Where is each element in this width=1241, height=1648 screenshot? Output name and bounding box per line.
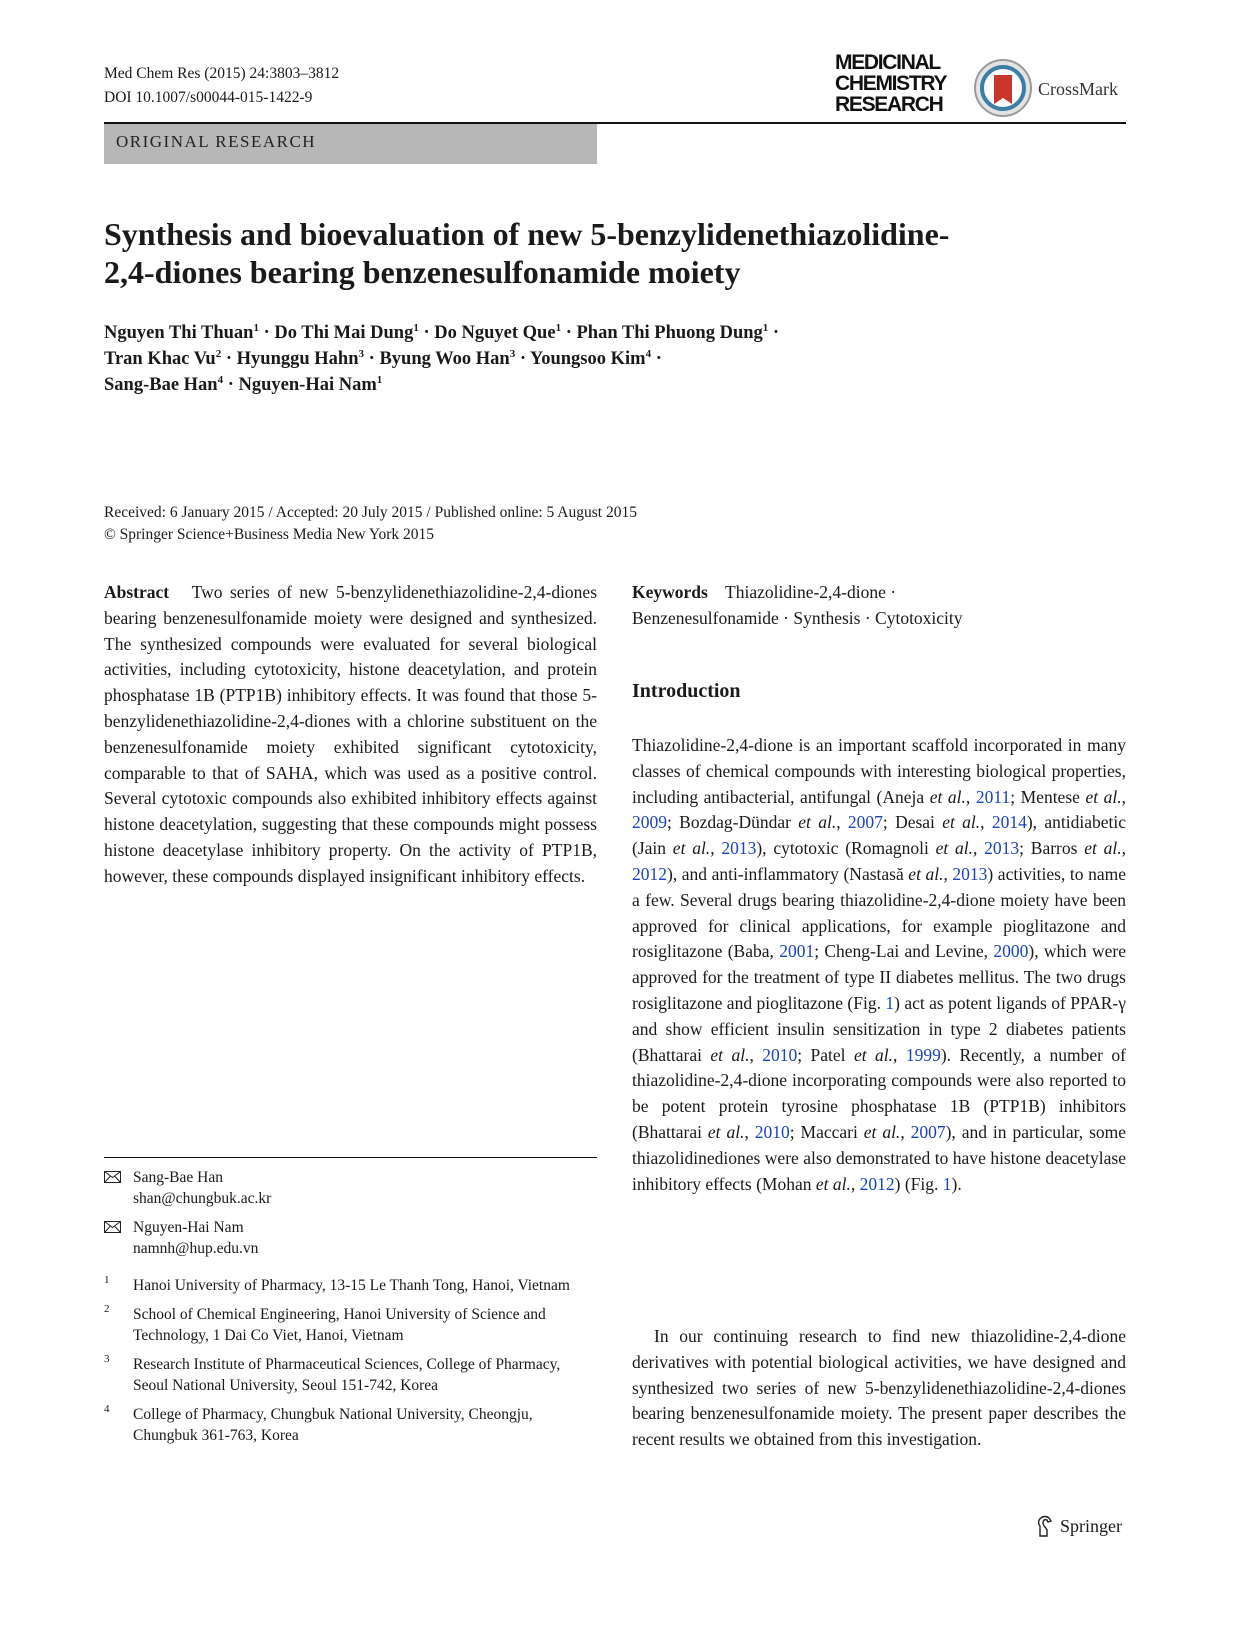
et-al-text: et al. bbox=[710, 1044, 750, 1065]
copyright-line: © Springer Science+Business Media New York 2015 bbox=[104, 526, 435, 543]
keywords-label: Keywords bbox=[632, 582, 708, 602]
article-title bbox=[104, 215, 1104, 291]
author-list bbox=[104, 320, 1034, 398]
abstract bbox=[104, 580, 597, 890]
citation-link[interactable]: 2009 bbox=[632, 812, 667, 833]
title-line: Synthesis and bioevaluation of new 5-benzylidenethiazolidine- bbox=[104, 216, 950, 252]
citation-link[interactable]: 2013 bbox=[721, 838, 757, 859]
author-affiliation-mark: 3 bbox=[358, 347, 365, 360]
author-affiliation-mark: 1 bbox=[413, 321, 419, 334]
citation-link[interactable]: 2001 bbox=[779, 941, 815, 962]
logo-line: MEDICINAL bbox=[835, 51, 940, 74]
affiliation-entry bbox=[104, 1404, 597, 1446]
author-name[interactable]: Tran Khac Vu bbox=[104, 349, 216, 369]
citation-link[interactable]: 2007 bbox=[847, 812, 883, 833]
author-name[interactable]: Youngsoo Kim bbox=[529, 349, 646, 369]
author-affiliation-mark: 1 bbox=[253, 321, 259, 334]
et-al-text: et al. bbox=[942, 812, 981, 833]
citation-link[interactable]: 1 bbox=[885, 992, 895, 1013]
author-affiliation-mark: 4 bbox=[645, 347, 652, 360]
envelope-icon bbox=[104, 1221, 121, 1233]
citation-link[interactable]: 2010 bbox=[754, 1121, 790, 1142]
keyword: Cytotoxicity bbox=[875, 607, 963, 628]
citation-link[interactable]: 2013 bbox=[952, 863, 988, 884]
author-affiliation-mark: 1 bbox=[762, 321, 769, 334]
title-line: 2,4-diones bearing benzenesulfonamide moiety bbox=[104, 254, 741, 290]
citation-link[interactable]: 1 bbox=[942, 1173, 952, 1194]
affiliation-text: College of Pharmacy, Chungbuk National University, Cheongju, Chungbuk 361-763, Korea bbox=[133, 1406, 533, 1444]
logo-line: CHEMISTRY bbox=[835, 72, 947, 95]
affiliation-number: 4 bbox=[104, 1403, 110, 1415]
author-name[interactable]: Do Nguyet Que bbox=[434, 323, 556, 343]
correspondence-name: Nguyen-Hai Nam bbox=[133, 1219, 244, 1236]
keywords bbox=[632, 580, 1126, 632]
journal-logo bbox=[835, 52, 955, 115]
author-name[interactable]: Nguyen-Hai Nam bbox=[238, 375, 377, 395]
et-al-text: et al. bbox=[908, 863, 944, 884]
et-al-text: et al. bbox=[1085, 786, 1122, 807]
author-name[interactable]: Byung Woo Han bbox=[379, 349, 510, 369]
doi: DOI 10.1007/s00044-015-1422-9 bbox=[104, 89, 313, 106]
affiliation-text: Hanoi University of Pharmacy, 13-15 Le Thanh Tong, Hanoi, Vietnam bbox=[133, 1277, 570, 1294]
logo-line: RESEARCH bbox=[835, 93, 943, 116]
affiliation-entry bbox=[104, 1275, 597, 1296]
footnote-divider bbox=[104, 1157, 597, 1158]
author-name[interactable]: Hyunggu Hahn bbox=[236, 349, 359, 369]
keyword-separator: · bbox=[864, 607, 871, 628]
et-al-text: et al. bbox=[1084, 838, 1122, 859]
affiliation-number: 1 bbox=[104, 1274, 110, 1286]
author-name[interactable]: Phan Thi Phuong Dung bbox=[576, 323, 763, 343]
affiliation-entry bbox=[104, 1304, 597, 1346]
history-line: Received: 6 January 2015 / Accepted: 20 July 2015 / Published online: 5 August 2015 bbox=[104, 504, 637, 521]
citation-link[interactable]: 2000 bbox=[993, 941, 1029, 962]
journal-reference bbox=[104, 62, 339, 110]
citation-link[interactable]: 2014 bbox=[991, 812, 1027, 833]
journal-citation: Med Chem Res (2015) 24:3803–3812 bbox=[104, 65, 340, 82]
affiliation-text: School of Chemical Engineering, Hanoi University of Science and Technology, 1 Dai Co Viet, Hanoi, Vietnam bbox=[133, 1306, 546, 1344]
keyword: Thiazolidine-2,4-dione bbox=[725, 582, 886, 602]
article-type-label: ORIGINAL RESEARCH bbox=[116, 132, 317, 151]
affiliation-text: Research Institute of Pharmaceutical Sciences, College of Pharmacy, Seoul National University, Seoul 151-742, Korea bbox=[133, 1356, 561, 1394]
et-al-text: et al. bbox=[853, 1044, 894, 1065]
correspondence-name: Sang-Bae Han bbox=[133, 1169, 223, 1186]
correspondence-email[interactable]: namnh@hup.edu.vn bbox=[133, 1240, 259, 1257]
envelope-icon bbox=[104, 1171, 121, 1183]
citation-link[interactable]: 2012 bbox=[632, 863, 667, 884]
crossmark-icon[interactable] bbox=[973, 58, 1033, 118]
correspondence-email[interactable]: shan@chungbuk.ac.kr bbox=[133, 1190, 272, 1207]
keyword: Benzenesulfonamide bbox=[632, 607, 779, 628]
author-line: Tran Khac $Vu^2$ · Hyunggu Hahn$^3$ · Byung Woo Han$^3$ · Youngsoo Kim$^4$ · bbox=[104, 347, 662, 369]
affiliation-number: 2 bbox=[104, 1303, 110, 1315]
author-name[interactable]: Do Thi Mai Dung bbox=[274, 323, 414, 343]
citation-link[interactable]: 1999 bbox=[905, 1044, 941, 1065]
introduction-paragraph: Thiazolidine-2,4-dione is an important scaffold incorporated in many classes of chemical compounds with interesting biological properties, including antibacterial, antifungal (Aneja et al., 2011; Mentese et al., 2009; Bozdag-Dündar et al., 2007; Desai et al., 2014), antidiabetic (Jain et al., 2013), cytotoxic (Romagnoli et al., 2013; Barros et al., 2012), and anti-inflammatory (Nastasă et al., 2013) activities, to name a few. Several drugs bearing thiazolidine-2,4-dione moiety have been approved for clinical applications, for example pioglitazone and rosiglitazone (Baba, 2001; Cheng-Lai and Levine, 2000), which were approved for the treatment of type II diabetes mellitus. The two drugs rosiglitazone and pioglitazone (Fig. 1) act as potent ligands of PPAR-γ and show efficient insulin sensitization in type 2 diabetes patients (Bhattarai et al., 2010; Patel et al., 1999). Recently, a number of thiazolidine-2,4-dione incorporating compounds were also reported to be potent protein tyrosine phosphatase 1B (PTP1B) inhibitors (Bhattarai et al., 2010; Maccari et al., 2007), and in particular, some thiazolidinediones were also demonstrated to have histone deacetylase inhibitory effects (Mohan et al., 2012) (Fig. 1). bbox=[632, 735, 1127, 1194]
keyword-separator: · bbox=[890, 582, 897, 602]
author-affiliation-mark: 3 bbox=[509, 347, 516, 360]
correspondence-entry bbox=[104, 1167, 597, 1209]
et-al-text: et al. bbox=[798, 812, 837, 833]
springer-horse-icon bbox=[1034, 1514, 1056, 1538]
correspondence-entry bbox=[104, 1217, 597, 1259]
author-affiliation-mark: 4 bbox=[217, 373, 224, 386]
crossmark-label[interactable]: CrossMark bbox=[1038, 79, 1118, 99]
author-line: Nguyen Thi Thuan$^1$ · Do Thi Mai Dung$^1$ · Do Nguyet Que$^1$ · Phan Thi Phuong Dung$^1$ · bbox=[104, 321, 780, 343]
introduction-paragraph: In our continuing research to find new thiazolidine-2,4-dione derivatives with potential biological activities, we have designed and synthesized two series of new 5-benzylidenethiazolidine-2,4-diones bearing benzenesulfonamide moiety. The present paper describes the recent results we obtained from this investigation. bbox=[632, 1326, 1126, 1450]
author-affiliation-mark: 1 bbox=[376, 373, 383, 386]
author-affiliation-mark: 2 bbox=[215, 347, 222, 360]
et-al-text: et al. bbox=[935, 838, 973, 859]
publisher-label: Springer bbox=[1060, 1516, 1122, 1536]
correspondence-block bbox=[104, 1167, 597, 1446]
et-al-text: et al. bbox=[707, 1121, 745, 1142]
et-al-text: et al. bbox=[815, 1173, 851, 1194]
citation-link[interactable]: 2010 bbox=[762, 1044, 798, 1065]
section-heading-introduction: Introduction bbox=[632, 680, 741, 702]
author-affiliation-mark: 1 bbox=[555, 321, 562, 334]
publication-dates bbox=[104, 502, 637, 546]
abstract-text: Two series of new 5-benzylidenethiazolidine-2,4-diones bearing benzenesulfonamide moiety were designed and synthesized. The synthesized compounds were evaluated for several biological activities, including cytotoxicity, histone deacetylation, and protein phosphatase 1B (PTP1B) inhibitory effects. It was found that those 5-benzylidenethiazolidine-2,4-diones with a chlorine substituent on the benzenesulfonamide moiety exhibited significant cytotoxicity, comparable to that of SAHA, which was used as a positive control. Several cytotoxic compounds also exhibited inhibitory effects against histone deacetylation, suggesting that these compounds might possess histone deacetylase inhibitory property. On the activity of PTP1B, however, these compounds displayed insignificant inhibitory effects. bbox=[104, 582, 598, 886]
et-al-text: et al. bbox=[929, 786, 966, 807]
author-name[interactable]: Nguyen Thi Thuan bbox=[104, 323, 254, 343]
author-name[interactable]: Sang-Bae Han bbox=[104, 375, 218, 395]
citation-link[interactable]: 2011 bbox=[975, 786, 1011, 807]
et-al-text: et al. bbox=[863, 1121, 901, 1142]
author-line: Sang-Bae Han$^4$ · Nguyen-Hai Nam$^1$ bbox=[104, 373, 383, 395]
citation-link[interactable]: 2007 bbox=[910, 1121, 946, 1142]
keyword: Synthesis bbox=[793, 607, 861, 628]
et-al-text: et al. bbox=[672, 838, 711, 859]
citation-link[interactable]: 2012 bbox=[859, 1173, 895, 1194]
affiliation-entry bbox=[104, 1354, 597, 1396]
keyword-separator: · bbox=[783, 607, 789, 628]
citation-link[interactable]: 2013 bbox=[984, 838, 1020, 859]
abstract-label: Abstract bbox=[104, 582, 170, 602]
affiliation-number: 3 bbox=[104, 1353, 110, 1365]
